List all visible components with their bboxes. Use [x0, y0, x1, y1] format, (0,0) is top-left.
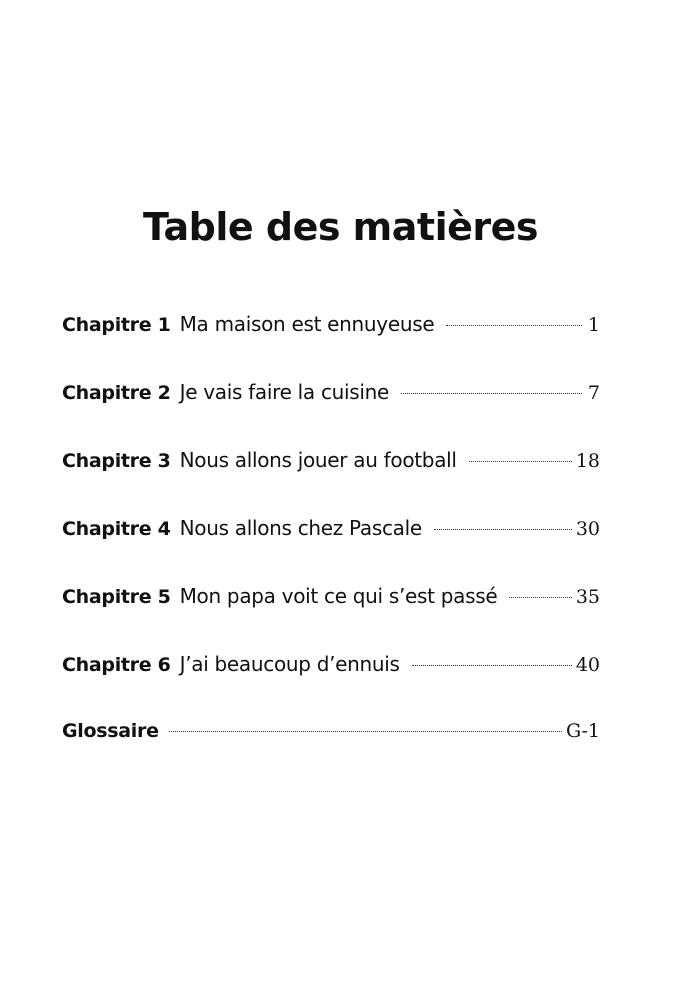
chapter-label: Chapitre 2	[62, 382, 171, 404]
page-title: Table des matières	[142, 205, 539, 249]
dot-leader	[469, 461, 572, 462]
chapter-title: Mon papa voit ce qui s’est passé	[179, 584, 498, 608]
page-number: 7	[587, 382, 600, 404]
chapter-label: Chapitre 6	[62, 654, 171, 676]
chapter-label: Chapitre 1	[62, 314, 171, 336]
toc-entry-chapter-3[interactable]	[62, 448, 600, 516]
dot-leader	[401, 393, 582, 394]
dot-leader	[509, 597, 571, 598]
dot-leader	[412, 665, 572, 666]
toc-entry-chapter-6[interactable]	[62, 652, 600, 720]
page-number: 35	[575, 586, 600, 608]
toc-entry-chapter-2[interactable]	[62, 380, 600, 448]
dot-leader	[169, 731, 562, 732]
page-number: 1	[587, 314, 600, 336]
table-of-contents	[62, 312, 600, 788]
page-number: 30	[575, 518, 600, 540]
toc-entry-chapter-1[interactable]	[62, 312, 600, 380]
page-number: G-1	[565, 720, 600, 742]
toc-entry-chapter-5[interactable]	[62, 584, 600, 652]
chapter-label: Chapitre 3	[62, 450, 171, 472]
chapter-title: J’ai beaucoup d’ennuis	[179, 652, 400, 676]
chapter-title: Ma maison est ennuyeuse	[179, 312, 435, 336]
dot-leader	[446, 325, 582, 326]
chapter-title: Je vais faire la cuisine	[179, 380, 390, 404]
page-number: 40	[575, 654, 600, 676]
chapter-title: Nous allons chez Pascale	[179, 516, 422, 540]
dot-leader	[434, 529, 572, 530]
toc-entry-glossary[interactable]	[62, 720, 600, 788]
chapter-label: Chapitre 5	[62, 586, 171, 608]
page-number: 18	[575, 450, 600, 472]
chapter-title: Nous allons jouer au football	[179, 448, 457, 472]
chapter-label: Chapitre 4	[62, 518, 171, 540]
toc-entry-chapter-4[interactable]	[62, 516, 600, 584]
glossary-label: Glossaire	[62, 720, 159, 742]
